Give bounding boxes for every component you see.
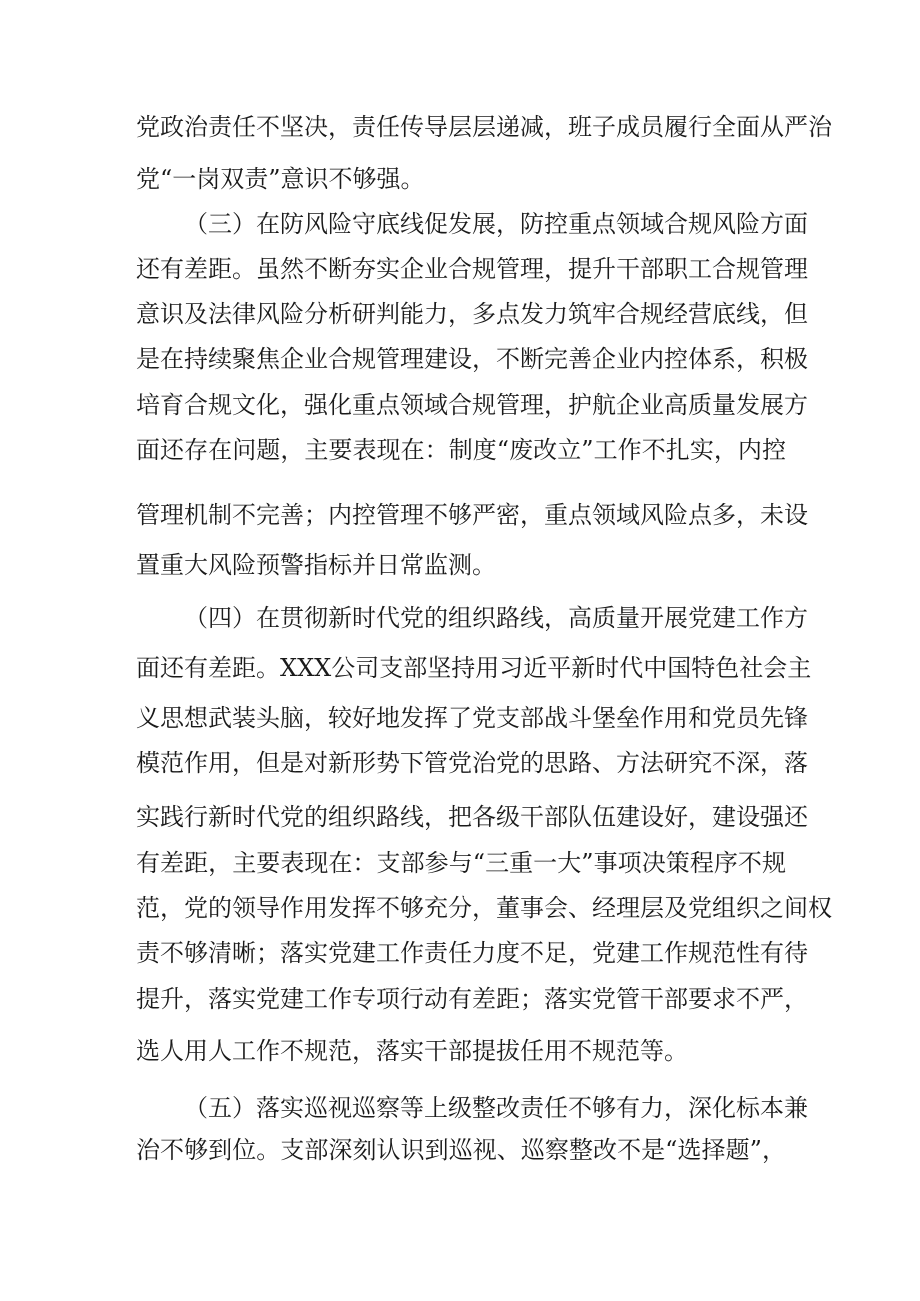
paragraph-heading-line: （三）在防风险守底线促发展，防控重点领域合规风险方面: [184, 210, 808, 238]
text-line: 培育合规文化，强化重点领域合规管理，护航企业高质量发展方: [136, 391, 808, 419]
text-line: 意识及法律风险分析研判能力，多点发力筑牢合规经营底线，但: [136, 300, 808, 328]
text-line: 责不够清晰；落实党建工作责任力度不足，党建工作规范性有待: [136, 939, 808, 967]
text-line: 义思想武装头脑，较好地发挥了党支部战斗堡垒作用和党员先锋: [136, 704, 808, 732]
text-line: 实践行新时代党的组织路线，把各级干部队伍建设好，建设强还: [136, 803, 808, 831]
text-line: 党“一岗双责”意识不够强。: [136, 165, 425, 193]
text-line: 是在持续聚焦企业合规管理建设，不断完善企业内控体系，积极: [136, 345, 808, 373]
paragraph-heading-line: （五）落实巡视巡察等上级整改责任不够有力，深化标本兼: [184, 1094, 808, 1122]
paragraph-heading-line: （四）在贯彻新时代党的组织路线，高质量开展党建工作方: [184, 604, 808, 632]
text-line: 面还有差距。XXX公司支部坚持用习近平新时代中国特色社会主: [136, 654, 812, 682]
text-line: 选人用人工作不规范，落实干部提拔任用不规范等。: [136, 1037, 688, 1065]
text-line: 有差距，主要表现在：支部参与“三重一大”事项决策程序不规: [136, 849, 786, 877]
text-line: 党政治责任不坚决，责任传导层层递减，班子成员履行全面从严治: [136, 113, 832, 141]
text-line: 治不够到位。支部深刻认识到巡视、巡察整改不是“选择题”，: [136, 1136, 786, 1164]
text-line: 置重大风险预警指标并日常监测。: [136, 551, 496, 579]
text-line: 面还存在问题，主要表现在：制度“废改立”工作不扎实，内控: [136, 436, 786, 464]
text-line: 提升，落实党建工作专项行动有差距；落实党管干部要求不严，: [136, 985, 808, 1013]
text-line: 管理机制不完善；内控管理不够严密，重点领域风险点多，未设: [136, 501, 808, 529]
text-line: 范，党的领导作用发挥不够充分，董事会、经理层及党组织之间权: [136, 894, 832, 922]
text-line: 模范作用，但是对新形势下管党治党的思路、方法研究不深，落: [136, 749, 808, 777]
text-line: 还有差距。虽然不断夯实企业合规管理，提升干部职工合规管理: [136, 255, 808, 283]
